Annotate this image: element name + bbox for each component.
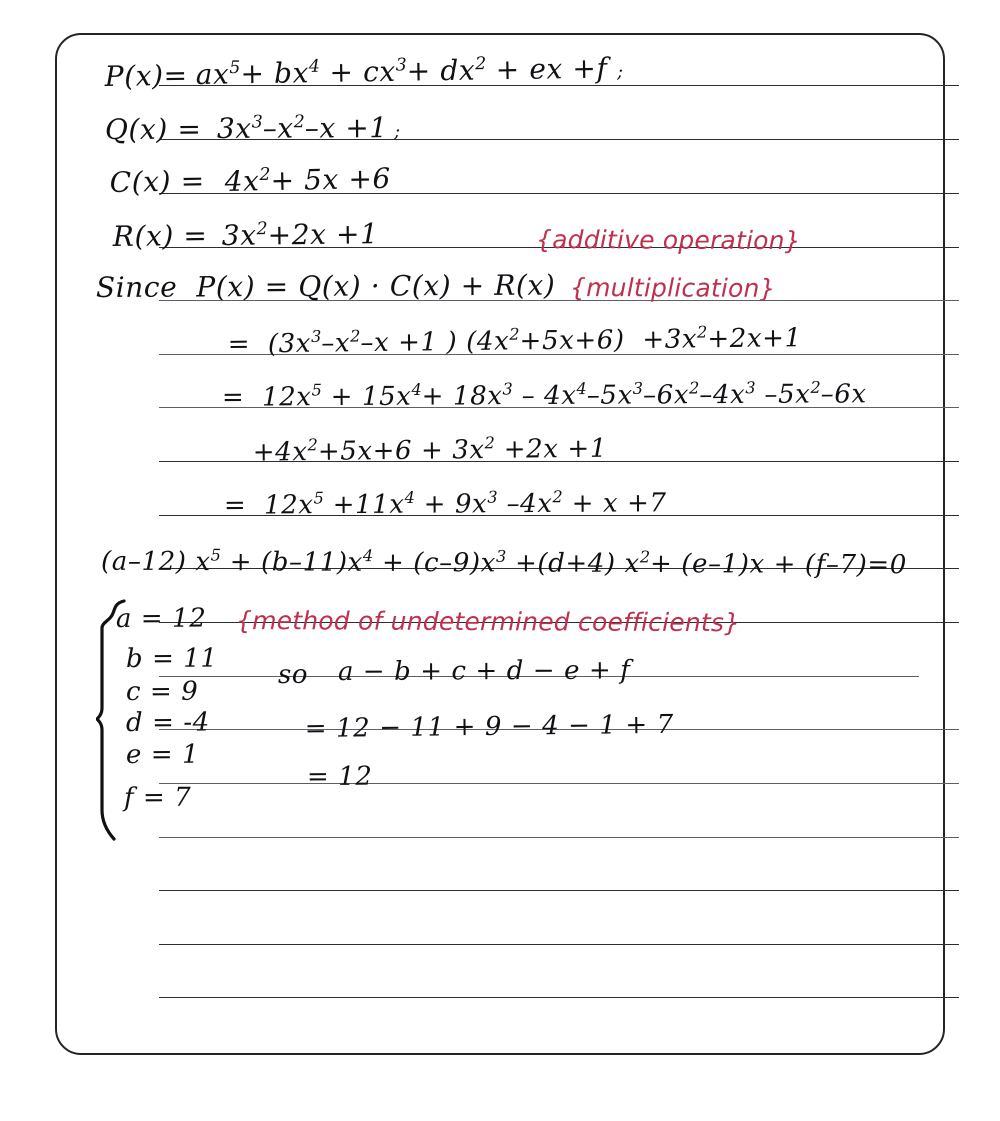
system-item-a: a = 12 <box>115 603 207 634</box>
work-coefficient-equation: (a–12) $x^5 + (b-11)x^4 + (c-9)x^3 +(d+4)$ $x^2+ (e-1)x + (f-7)=0$ <box>101 545 907 581</box>
ruled-line <box>159 783 959 784</box>
system-item-f: f = 7 <box>123 782 192 813</box>
ruled-line <box>159 890 959 891</box>
conclusion-so-label: so <box>277 659 309 690</box>
given-p-body: $ax^5+ bx^4 + cx^3+ dx^2$ + ex +f ; <box>195 51 624 91</box>
system-item-c: c = 9 <box>125 676 199 707</box>
work-expand-line-4: = $12x^5 +11x^4 + 9x^3$ $-4x^2 + x +7$ <box>223 487 667 521</box>
work-expand-line-2: = $12x^5 + 15x^4+ 18x^3 - 4x^4-5x^3-6x^2-4x^3$ $-5x^2-6x$ <box>221 377 867 413</box>
given-q-label: Q(x) = <box>104 112 202 146</box>
conclusion-expression: a − b + c + d − e + f <box>337 655 631 687</box>
given-r-body: $3x^2+2x +1$ <box>221 217 379 252</box>
system-item-d: d = -4 <box>125 707 210 738</box>
annotation-additive-operation: {additive operation} <box>536 225 801 256</box>
ruled-line <box>159 944 959 945</box>
given-r-label: R(x) = <box>112 218 208 253</box>
conclusion-substituted: = 12 − 11 + 9 − 4 − 1 + 7 <box>304 709 674 744</box>
given-q-body: $3x^3-x^2-x +1$ ; <box>216 111 401 145</box>
given-c-body: $4x^2+ 5x +6$ <box>224 161 392 198</box>
annotation-undetermined-coefficients: {method of undetermined coefficients} <box>236 606 741 638</box>
system-item-e: e = 1 <box>125 739 200 770</box>
ruled-line <box>159 997 959 998</box>
annotation-multiplication: {multiplication} <box>570 273 776 303</box>
work-expand-line-3: $+4x^2+5x+6 + 3x^2 +2x +1$ <box>252 433 608 468</box>
work-since-line: Since P(x) = Q(x) · C(x) + R(x) <box>95 268 556 304</box>
conclusion-result: = 12 <box>306 761 373 792</box>
given-p-label: P(x)= <box>104 58 188 93</box>
work-expand-line-1: = ($3x^3-x^2-x +1$ ) $(4x^2+5x+6) +3x^2+2x+1$ <box>227 322 802 360</box>
ruled-line <box>159 837 959 838</box>
given-c-label: C(x) = <box>109 164 206 199</box>
system-item-b: b = 11 <box>125 643 218 674</box>
